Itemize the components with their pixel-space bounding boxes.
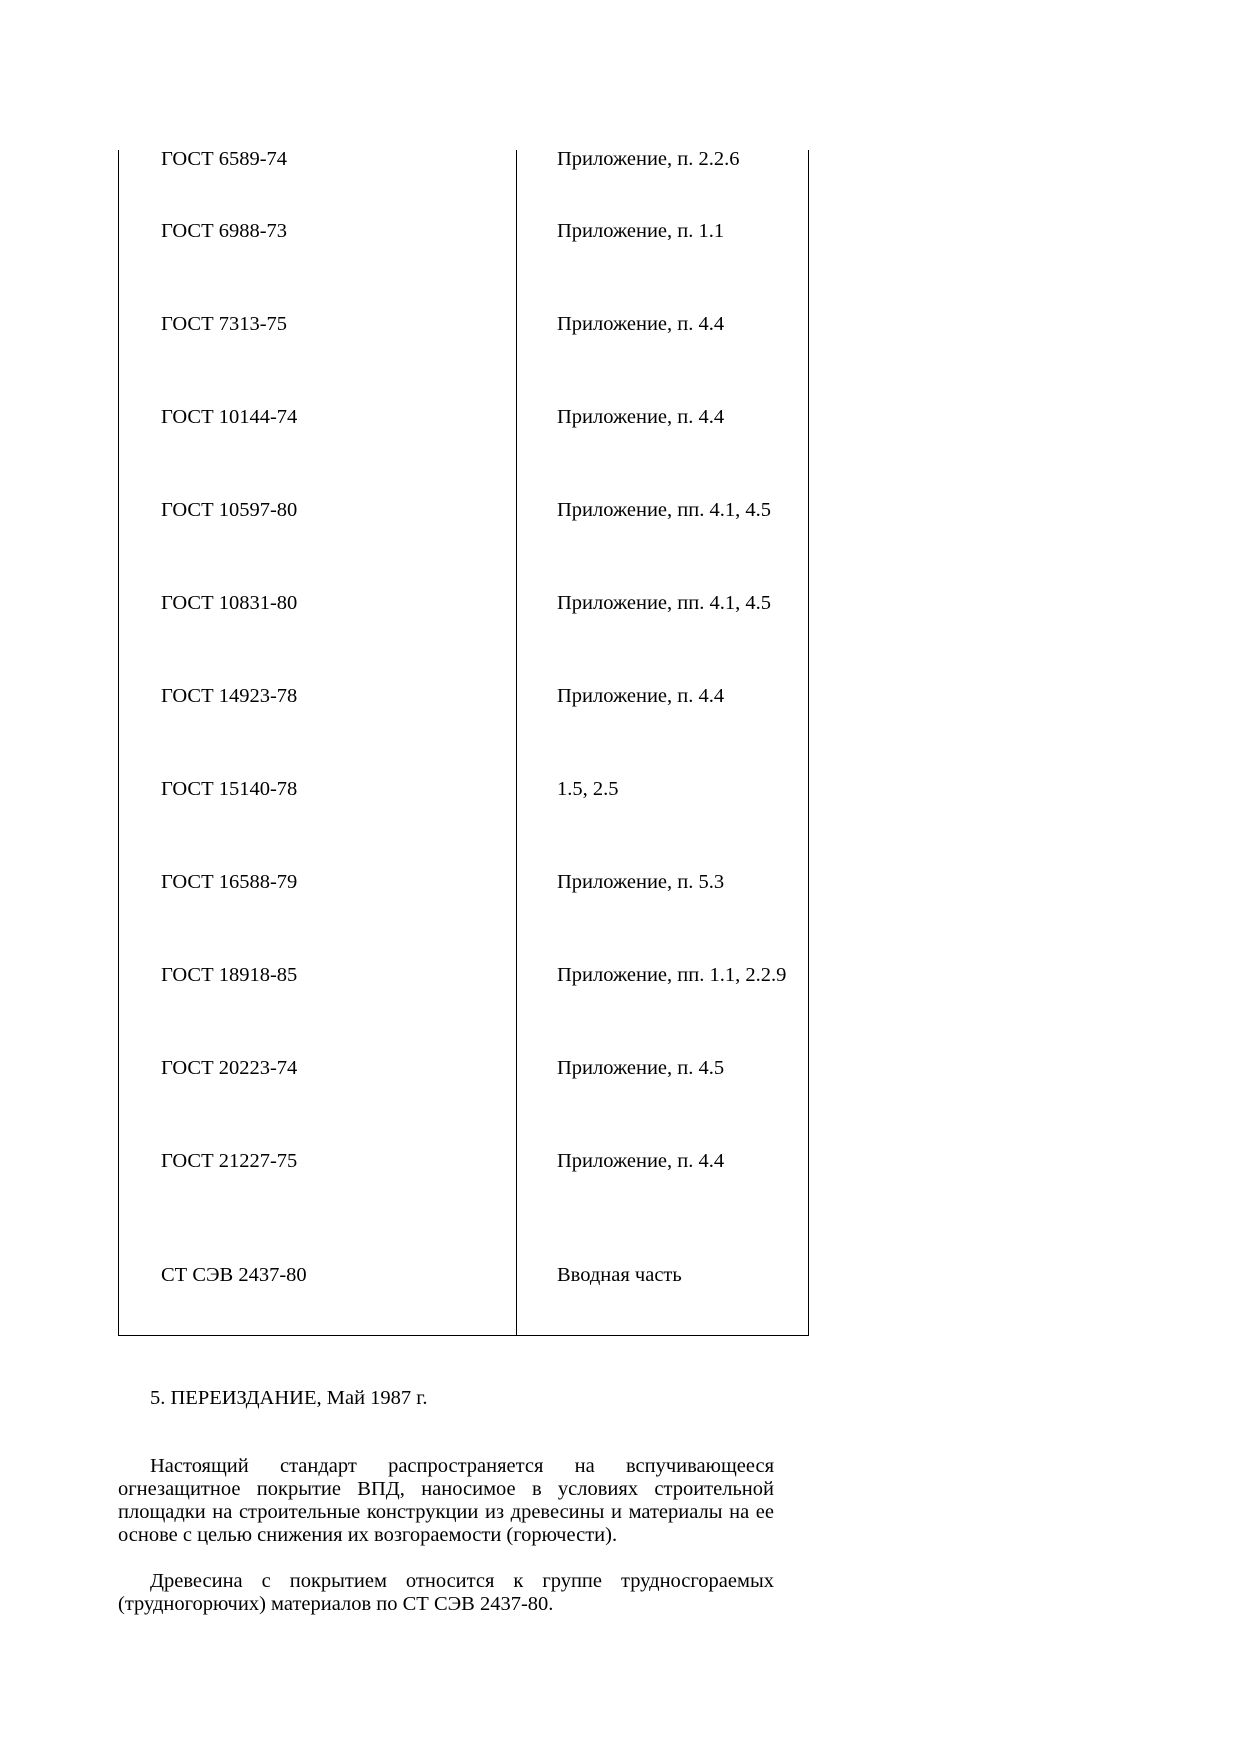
section-reference: Приложение, п. 4.4	[557, 406, 725, 428]
table-row	[119, 777, 809, 870]
table-row	[119, 870, 809, 963]
document-designation: ГОСТ 6589-74	[161, 148, 288, 170]
section-reference: Приложение, п. 2.2.6	[557, 148, 740, 170]
document-designation-cell	[119, 405, 517, 498]
document-designation-cell	[119, 591, 517, 684]
section-reference-cell	[517, 498, 809, 591]
section-reference-cell	[517, 219, 809, 312]
section-reference-cell	[517, 870, 809, 963]
document-designation-cell	[119, 870, 517, 963]
section-reference-cell	[517, 405, 809, 498]
table-row	[119, 1149, 809, 1242]
section-reference: Приложение, пп. 4.1, 4.5	[557, 592, 771, 614]
scope-paragraph: Настоящий стандарт распространяется на вспучивающееся огнезащитное покрытие ВПД, наносимое в условиях строительной площадки на строительные конструкции из древесины и материалы на ее основе с целью снижения их возгораемости (горючести).	[118, 1455, 774, 1546]
section-reference: Приложение, п. 4.4	[557, 313, 725, 335]
document-designation: ГОСТ 10831-80	[161, 592, 298, 614]
table-row	[119, 1242, 809, 1336]
table-row	[119, 312, 809, 405]
section-reference-cell	[517, 963, 809, 1056]
document-designation-cell	[119, 963, 517, 1056]
document-designation: ГОСТ 14923-78	[161, 685, 298, 707]
document-designation-cell	[119, 1149, 517, 1242]
section-reference: Приложение, пп. 1.1, 2.2.9	[557, 964, 787, 986]
table-row	[119, 498, 809, 591]
table-row	[119, 963, 809, 1056]
section-reference-cell	[517, 1056, 809, 1149]
reference-table	[118, 150, 809, 1336]
table-row	[119, 219, 809, 312]
section-reference-cell	[517, 684, 809, 777]
document-designation: ГОСТ 6988-73	[161, 220, 288, 242]
document-designation: ГОСТ 21227-75	[161, 1150, 298, 1172]
document-designation-cell	[119, 150, 517, 219]
section-reference: Вводная часть	[557, 1264, 682, 1286]
section-reference: Приложение, пп. 4.1, 4.5	[557, 499, 771, 521]
table-row	[119, 150, 809, 219]
document-designation-cell	[119, 1056, 517, 1149]
section-reference-cell	[517, 591, 809, 684]
document-designation: ГОСТ 10144-74	[161, 406, 298, 428]
classification-paragraph: Древесина с покрытием относится к группе трудносгораемых (трудногорючих) материалов по СТ СЭВ 2437-80.	[118, 1570, 774, 1615]
section-reference-cell	[517, 312, 809, 405]
section-reference: 1.5, 2.5	[557, 778, 619, 800]
table-row	[119, 405, 809, 498]
section-reference-cell	[517, 150, 809, 219]
reissue-note: 5. ПЕРЕИЗДАНИЕ, Май 1987 г.	[150, 1387, 428, 1409]
section-reference: Приложение, п. 4.4	[557, 685, 725, 707]
section-reference: Приложение, п. 5.3	[557, 871, 725, 893]
document-designation: ГОСТ 18918-85	[161, 964, 298, 986]
document-designation-cell	[119, 219, 517, 312]
section-reference: Приложение, п. 1.1	[557, 220, 725, 242]
document-designation: ГОСТ 16588-79	[161, 871, 298, 893]
document-designation: ГОСТ 7313-75	[161, 313, 288, 335]
reference-table-body	[119, 150, 809, 1336]
document-designation-cell	[119, 312, 517, 405]
section-reference-cell	[517, 1149, 809, 1242]
table-row	[119, 684, 809, 777]
document-designation-cell	[119, 498, 517, 591]
table-row	[119, 1056, 809, 1149]
section-reference: Приложение, п. 4.5	[557, 1057, 725, 1079]
document-designation: ГОСТ 15140-78	[161, 778, 298, 800]
document-designation-cell	[119, 777, 517, 870]
section-reference: Приложение, п. 4.4	[557, 1150, 725, 1172]
document-designation-cell	[119, 1242, 517, 1336]
section-reference-cell	[517, 1242, 809, 1336]
document-designation: ГОСТ 10597-80	[161, 499, 298, 521]
document-designation: СТ СЭВ 2437-80	[161, 1264, 307, 1286]
table-row	[119, 591, 809, 684]
section-reference-cell	[517, 777, 809, 870]
document-designation: ГОСТ 20223-74	[161, 1057, 298, 1079]
document-designation-cell	[119, 684, 517, 777]
